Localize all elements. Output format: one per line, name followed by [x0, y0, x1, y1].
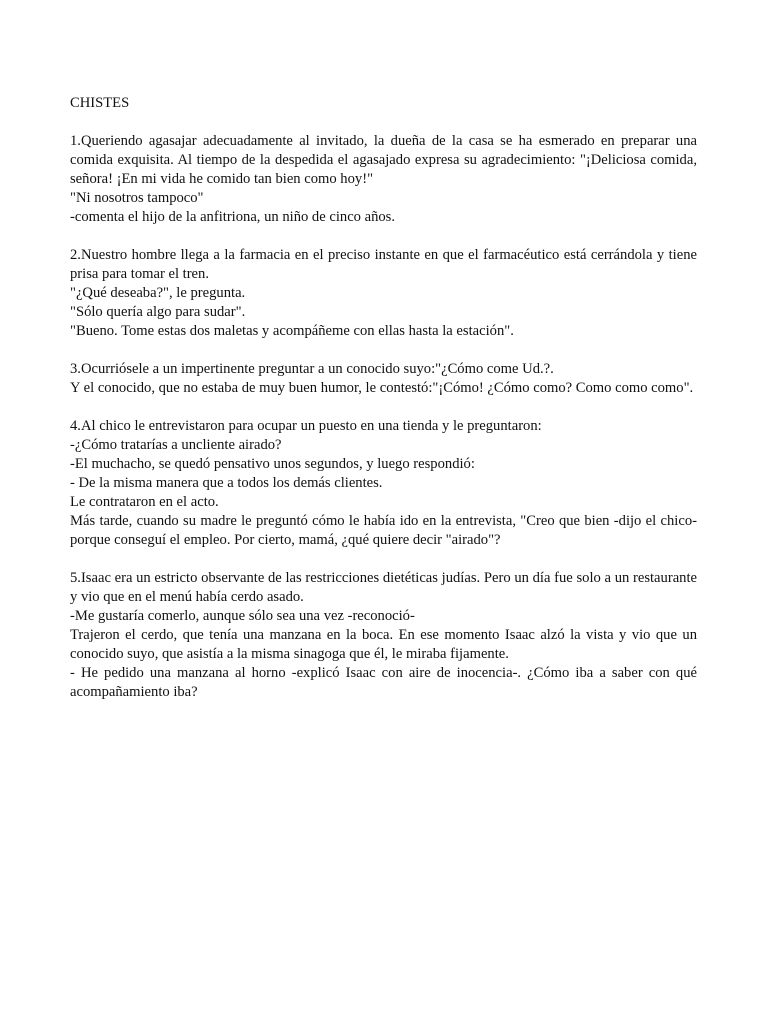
- joke-4-line-3: -El muchacho, se quedó pensativo unos segundos, y luego respondió:: [70, 456, 475, 472]
- joke-2: [70, 246, 697, 341]
- document-title: CHISTES: [70, 95, 130, 111]
- joke-1-line-1: 1.Queriendo agasajar adecuadamente al invitado, la dueña de la casa se ha esmerado en preparar una comida exquisita. Al tiempo de la despedida el agasajado expresa su agradecimiento: "¡Deliciosa comida, señora! ¡En mi vida he comido tan bien como hoy!": [70, 133, 697, 187]
- joke-2-line-2: "¿Qué deseaba?", le pregunta.: [70, 285, 246, 301]
- joke-4-line-1: 4.Al chico le entrevistaron para ocupar un puesto en una tienda y le preguntaron:: [70, 418, 542, 434]
- joke-5-line-3: Trajeron el cerdo, que tenía una manzana en la boca. En ese momento Isaac alzó la vista y vio que un conocido suyo, que asistía a la misma sinagoga que él, le miraba fijamente.: [70, 627, 697, 662]
- joke-1-line-3: -comenta el hijo de la anfitriona, un niño de cinco años.: [70, 209, 396, 225]
- joke-1: [70, 132, 697, 227]
- document-page: [70, 94, 697, 721]
- joke-4-line-5: Le contrataron en el acto.: [70, 494, 219, 510]
- joke-4: [70, 417, 697, 550]
- joke-4-line-6: Más tarde, cuando su madre le preguntó cómo le había ido en la entrevista, "Creo que bien -dijo el chico- porque conseguí el empleo. Por cierto, mamá, ¿qué quiere decir "airado"?: [70, 513, 697, 548]
- joke-2-line-3: "Sólo quería algo para sudar".: [70, 304, 246, 320]
- joke-3: [70, 360, 697, 398]
- joke-5: [70, 569, 697, 702]
- joke-5-line-2: -Me gustaría comerlo, aunque sólo sea una vez -reconoció-: [70, 608, 415, 624]
- joke-3-line-1: 3.Ocurriósele a un impertinente preguntar a un conocido suyo:"¿Cómo come Ud.?.: [70, 361, 554, 377]
- joke-3-line-2: Y el conocido, que no estaba de muy buen humor, le contestó:"¡Cómo! ¿Cómo como? Como como como".: [70, 380, 694, 396]
- joke-2-line-4: "Bueno. Tome estas dos maletas y acompáñeme con ellas hasta la estación".: [70, 323, 514, 339]
- joke-5-line-1: 5.Isaac era un estricto observante de las restricciones dietéticas judías. Pero un día fue solo a un restaurante y vio que en el menú había cerdo asado.: [70, 570, 697, 605]
- joke-5-line-4: - He pedido una manzana al horno -explicó Isaac con aire de inocencia-. ¿Cómo iba a saber con qué acompañamiento iba?: [70, 665, 697, 700]
- joke-1-line-2: "Ni nosotros tampoco": [70, 190, 204, 206]
- joke-2-line-1: 2.Nuestro hombre llega a la farmacia en el preciso instante en que el farmacéutico está cerrándola y tiene prisa para tomar el tren.: [70, 247, 697, 282]
- joke-4-line-4: - De la misma manera que a todos los demás clientes.: [70, 475, 383, 491]
- joke-4-line-2: -¿Cómo tratarías a uncliente airado?: [70, 437, 282, 453]
